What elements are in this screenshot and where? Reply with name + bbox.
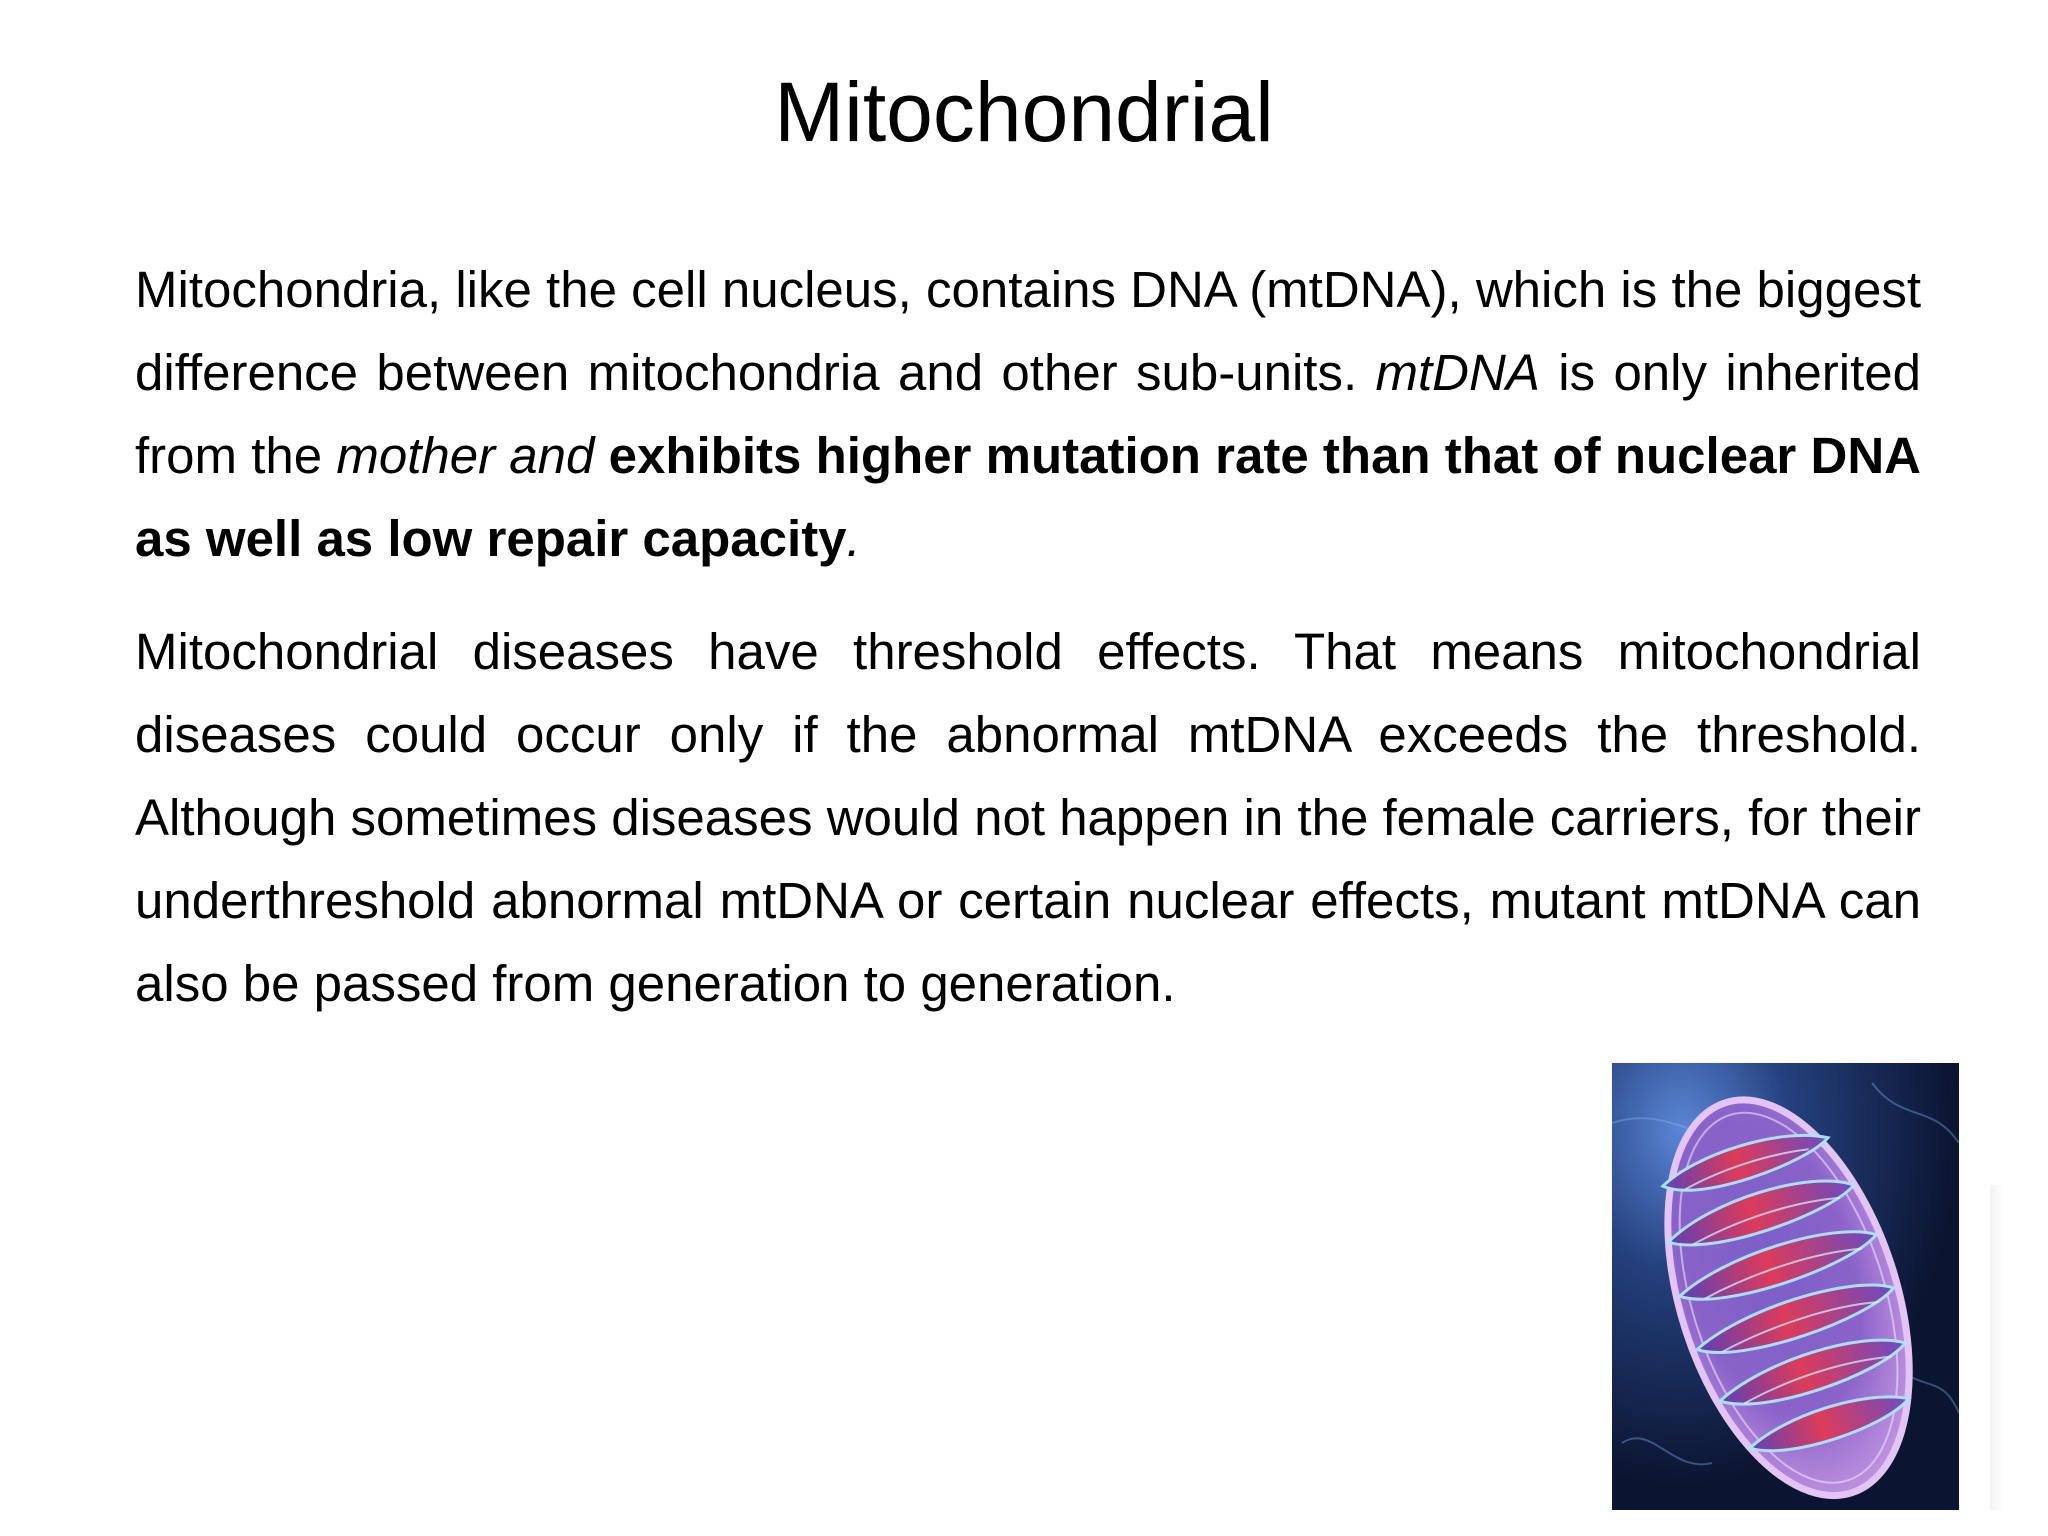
paragraph-1-italic-mtdna: mtDNA: [1375, 344, 1540, 401]
paragraph-threshold-effects: Mitochondrial diseases have threshold effects. That means mitochondrial diseases could occur only if the abnormal mtDNA exceeds the threshold. Although sometimes diseases would not happen in the female carriers, for their underthreshold abnormal mtDNA or certain nuclear effects, mutant mtDNA can also be passed from generation to generation.: [135, 623, 1921, 1012]
mitochondrion-illustration: [1612, 1063, 1959, 1510]
paragraph-mtdna-intro: [135, 248, 1921, 580]
paragraph-1-italic-mother: mother and: [336, 427, 595, 484]
paragraph-1-period: .: [846, 510, 861, 567]
mitochondrion-icon: [1612, 1063, 1959, 1510]
paragraph-1-text-b: is only inherited from the: [135, 344, 1922, 484]
paragraph-1-text-c: [594, 427, 608, 484]
paragraph-1-text-a: Mitochondria, like the cell nucleus, contains DNA (mtDNA), which is the biggest difference between mitochondria and other sub-units.: [135, 261, 1921, 401]
slide-body: [135, 248, 1921, 1025]
slide-title: Mitochondrial: [774, 65, 1274, 159]
page-edge-shadow: [1990, 1185, 2004, 1510]
paragraph-1-bold-mutation: exhibits higher mutation rate than that of nuclear DNA as well as low repair capacity: [135, 427, 1921, 567]
